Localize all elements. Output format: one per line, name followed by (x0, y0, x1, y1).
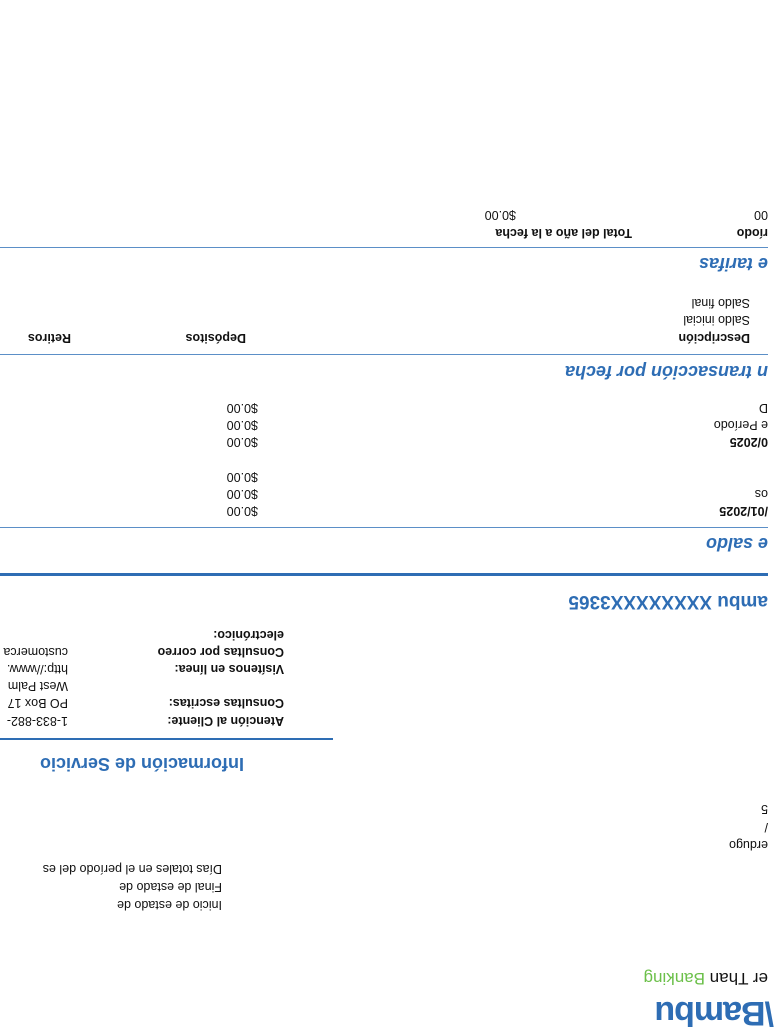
balance-group2-amount-2: $0.00 (226, 418, 258, 432)
balance-group1-amount-1: $0.00 (226, 504, 258, 518)
service-value-city: West Palm (7, 679, 68, 693)
service-label-online: Visítenos en línea: (174, 662, 284, 676)
balance-group1-date: /01/2025 (719, 504, 768, 518)
balance-group2-label-2: D (758, 401, 768, 415)
fees-header-period: ríodo (736, 226, 768, 240)
transactions-header-deposits: Depósitos (185, 331, 246, 345)
balance-group1-amount-3: $0.00 (226, 470, 258, 484)
fees-title: e tarifas (698, 254, 768, 274)
service-info-divider (0, 738, 333, 740)
balance-summary-divider (0, 527, 768, 528)
fees-ytd-value: $0.00 (484, 208, 516, 222)
service-info-title: Información de Servicio (39, 754, 244, 774)
fees-header-ytd: Total del año a la fecha (495, 226, 632, 240)
transactions-header-description: Descripción (678, 331, 750, 345)
statement-start-label: Inicio de estado de (117, 898, 222, 912)
balance-group2-label-1: e Período (713, 418, 768, 432)
statement-end-label: Final de estado de (119, 880, 222, 894)
service-value-po-box: PO Box 17 (7, 696, 68, 710)
customer-name: erdugo (729, 838, 768, 852)
account-divider (0, 573, 768, 576)
balance-group2-amount-3: $0.00 (226, 401, 258, 415)
service-label-email-cont: electrónico: (213, 628, 284, 642)
bank-tagline: er Than Banking (643, 969, 768, 988)
service-value-website[interactable]: http://www. (6, 662, 68, 676)
tagline-accent: Banking (643, 969, 705, 988)
service-value-email[interactable]: customerca (3, 645, 68, 659)
service-label-customer-care: Atención al Cliente: (167, 714, 284, 728)
fees-divider (0, 247, 768, 248)
balance-summary-title: e saldo (705, 534, 768, 554)
statement-days-label: Días totales en el período del es (42, 862, 222, 876)
service-label-written: Consultas escritas: (168, 696, 284, 710)
account-title: ambu XXXXXXXX3365 (568, 591, 768, 612)
fees-period-value: 00 (754, 208, 768, 222)
bank-logo: \Bambu (655, 994, 774, 1032)
balance-group2-date: 0/2025 (729, 435, 768, 449)
balance-group1-label-1: os (754, 487, 768, 501)
balance-group1-amount-2: $0.00 (226, 487, 258, 501)
service-label-email: Consultas por correo (157, 645, 284, 659)
transaction-row-closing: Saldo final (691, 296, 750, 310)
transaction-row-opening: Saldo inicial (683, 313, 750, 327)
transactions-divider (0, 354, 768, 355)
bank-logo-text: Bambu (655, 994, 766, 1032)
customer-address-line-3: 5 (761, 802, 768, 816)
service-value-phone: 1-833-882- (6, 714, 68, 728)
customer-address-line-2: / (764, 820, 768, 834)
transactions-header-withdrawals: Retiros (27, 331, 71, 345)
balance-group2-amount-1: $0.00 (226, 435, 258, 449)
transactions-title: n transacción por fecha (564, 362, 768, 382)
